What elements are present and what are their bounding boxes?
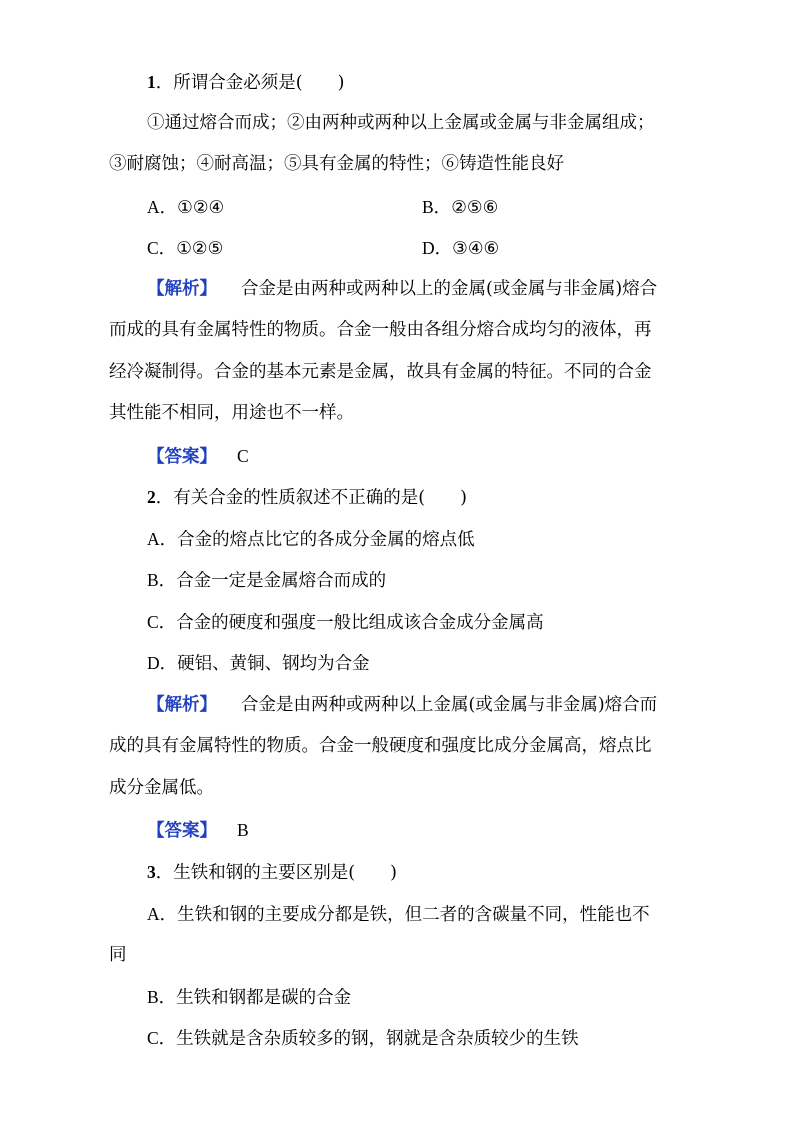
question-2-text: ．有关合金的性质叙述不正确的是( ): [155, 488, 467, 508]
question-1-option-a: [147, 195, 224, 220]
question-3-number: 3: [147, 862, 156, 882]
option-text: 生铁就是含杂质较多的钢，钢就是含杂质较少的生铁: [176, 1029, 579, 1049]
option-label: C．: [147, 238, 177, 258]
question-1-option-d: [422, 236, 499, 261]
question-2-number: 2: [147, 487, 156, 507]
question-1-option-c: [147, 236, 223, 261]
question-2-option-c: [147, 610, 544, 635]
option-text: 生铁和钢都是碳的合金: [176, 988, 352, 1008]
question-1-stem: [147, 70, 344, 95]
question-1-analysis-line-4: 其性能不相同，用途也不一样。: [109, 403, 354, 423]
option-label: A．: [147, 197, 178, 217]
option-text: 合金的硬度和强度一般比组成该合金成分金属高: [176, 613, 544, 633]
question-1-analysis-line-2: 而成的具有金属特性的物质。合金一般由各组分熔合成均匀的液体，再: [109, 320, 652, 340]
option-label: B．: [147, 570, 177, 590]
option-label: A．: [147, 529, 178, 549]
question-1-analysis-line-3: 经冷凝制得。合金的基本元素是金属，故具有金属的特征。不同的合金: [109, 362, 652, 382]
question-2-stem: [147, 485, 467, 510]
question-1-option-b: [422, 195, 498, 220]
question-3-option-c: [147, 1026, 579, 1051]
option-text: 生铁和钢的主要成分都是铁，但二者的含碳量不同，性能也不: [177, 905, 650, 925]
question-1-items-line-2: ③耐腐蚀；④耐高温；⑤具有金属的特性；⑥铸造性能良好: [109, 154, 564, 174]
question-3-text: ．生铁和钢的主要区别是( ): [155, 863, 397, 883]
question-3-option-b: [147, 985, 351, 1010]
answer-tag: 【答案】: [147, 447, 217, 467]
answer-tag: 【答案】: [147, 821, 217, 841]
question-1-answer: [147, 444, 249, 469]
analysis-text: 合金是由两种或两种以上的金属(或金属与非金属)熔合: [241, 279, 658, 299]
option-label: C．: [147, 612, 177, 632]
question-1-analysis-line-1: [147, 277, 657, 301]
option-text: 硬铝、黄铜、钢均为合金: [177, 654, 370, 674]
question-3-option-a-continued: 同: [109, 945, 127, 965]
question-2-option-b: [147, 568, 386, 593]
option-label: B．: [422, 197, 452, 217]
analysis-tag: 【解析】: [147, 695, 217, 715]
question-2-analysis-line-1: [147, 693, 657, 717]
option-label: D．: [147, 653, 178, 673]
question-3-option-a: [147, 902, 650, 927]
question-2-option-a: [147, 527, 475, 552]
option-text: 合金一定是金属熔合而成的: [176, 571, 387, 591]
question-2-analysis-line-2: 成的具有金属特性的物质。合金一般硬度和强度比成分金属高，熔点比: [109, 736, 652, 756]
answer-value: C: [237, 446, 249, 466]
option-text: ①②④: [177, 198, 225, 218]
option-text: ②⑤⑥: [451, 198, 499, 218]
option-label: D．: [422, 238, 453, 258]
analysis-text: 合金是由两种或两种以上金属(或金属与非金属)熔合而: [241, 695, 658, 715]
option-text: ③④⑥: [452, 239, 500, 259]
option-text: ①②⑤: [176, 239, 224, 259]
question-2-option-d: [147, 651, 370, 676]
question-2-analysis-line-3: 成分金属低。: [109, 778, 214, 798]
option-label: B．: [147, 987, 177, 1007]
option-text: 合金的熔点比它的各成分金属的熔点低: [177, 530, 475, 550]
analysis-tag: 【解析】: [147, 279, 217, 299]
question-1-number: 1: [147, 72, 156, 92]
option-label: A．: [147, 904, 178, 924]
option-label: C．: [147, 1028, 177, 1048]
question-3-stem: [147, 860, 397, 885]
answer-value: B: [237, 820, 249, 840]
question-1-text: ．所谓合金必须是( ): [155, 73, 345, 93]
question-2-answer: [147, 818, 249, 843]
question-1-items-line-1: ①通过熔合而成；②由两种或两种以上金属或金属与非金属组成；: [147, 113, 655, 133]
